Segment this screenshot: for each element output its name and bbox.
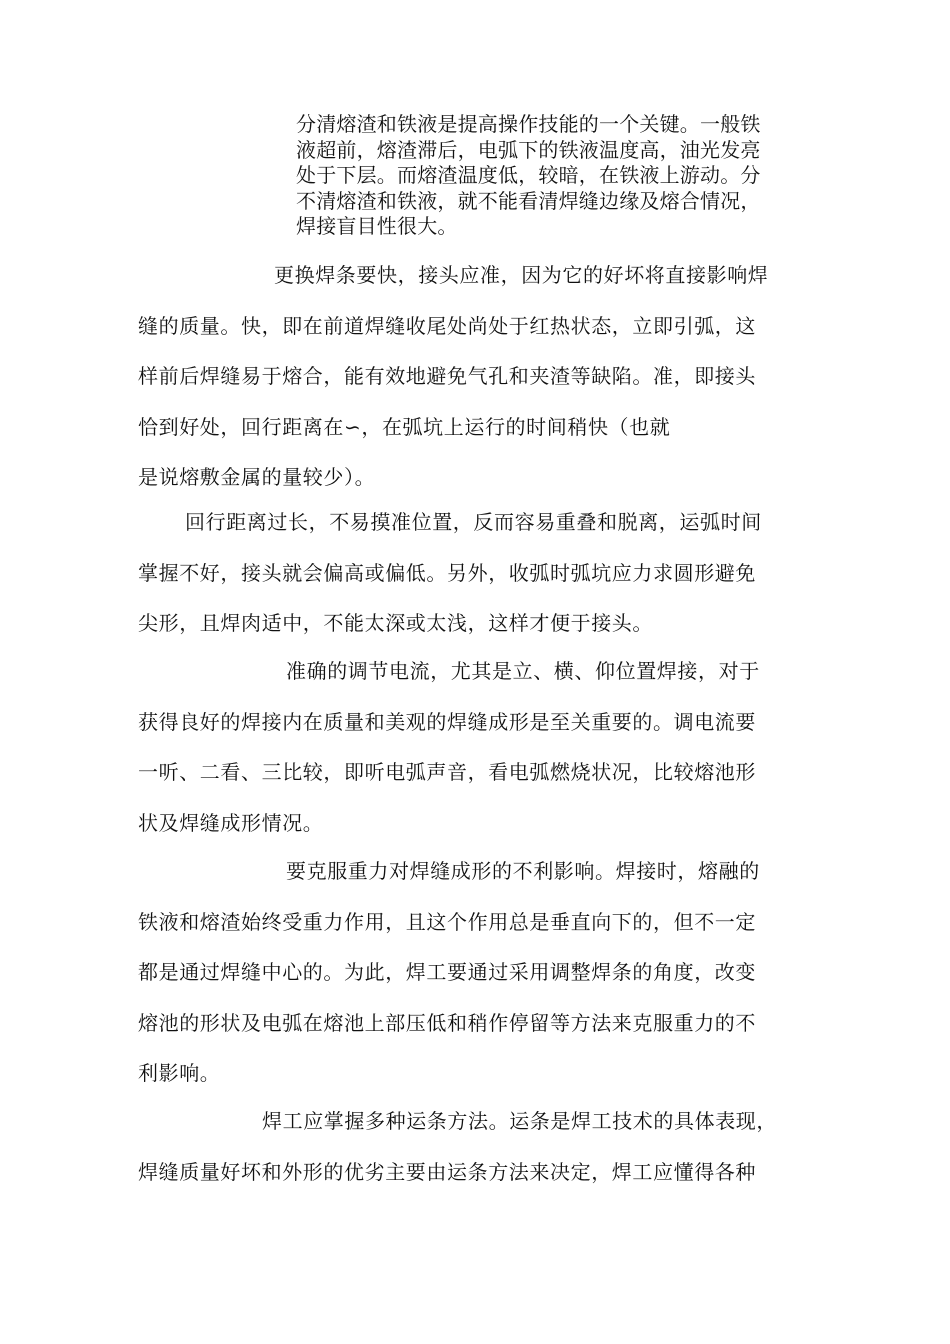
paragraph-line: 状及焊缝成形情况。 [138, 810, 324, 835]
paragraph-return-distance [138, 497, 824, 649]
paragraph-line: 熔池的形状及电弧在熔池上部压低和稍作停留等方法来克服重力的不 [138, 1010, 756, 1035]
paragraph-line: 样前后焊缝易于熔合，能有效地避免气孔和夹渣等缺陷。准，即接头 [138, 364, 756, 388]
paragraph-line: 都是通过焊缝中心的。为此，焊工要通过采用调整焊条的角度，改变 [138, 960, 756, 984]
note-line: 液超前，熔渣滞后，电弧下的铁液温度高，油光发亮 [296, 137, 761, 162]
paragraph-electrode-manipulation [138, 1096, 824, 1197]
paragraph-line: 尖形，且焊肉适中，不能太深或太浅，这样才便于接头。 [138, 611, 653, 635]
paragraph-line: 获得良好的焊接内在质量和美观的焊缝成形是至关重要的。调电流要 [138, 709, 756, 734]
note-line: 不清熔渣和铁液，就不能看清焊缝边缘及熔合情况， [296, 188, 761, 213]
paragraph-line: 缝的质量。快，即在前道焊缝收尾处尚处于红热状态，立即引弧，这 [138, 313, 756, 338]
paragraph-gravity [138, 846, 824, 1099]
paragraph-line: 是说熔敷金属的量较少）。 [138, 465, 376, 489]
paragraph-line: 更换焊条要快，接头应准，因为它的好坏将直接影响焊 [274, 263, 769, 287]
note-line: 处于下层。而熔渣温度低，较暗，在铁液上游动。分 [296, 163, 761, 187]
indented-note [296, 112, 816, 240]
note-line: 分清熔渣和铁液是提高操作技能的一个关键。一般铁 [296, 112, 761, 136]
paragraph-line: 恰到好处，回行距离在∽，在弧坑上运行的时间稍快（也就 [138, 414, 671, 439]
paragraph-electrode-change [138, 250, 824, 503]
paragraph-line: 焊缝质量好坏和外形的优劣主要由运条方法来决定，焊工应懂得各种 [138, 1159, 756, 1184]
paragraph-line: 掌握不好，接头就会偏高或偏低。另外，收弧时弧坑应力求圆形避免 [138, 560, 756, 585]
paragraph-line: 焊工应掌握多种运条方法。运条是焊工技术的具体表现， [262, 1109, 777, 1133]
paragraph-line: 一听、二看、三比较，即听电弧声音，看电弧燃烧状况，比较熔池形 [138, 760, 756, 784]
paragraph-line: 要克服重力对焊缝成形的不利影响。焊接时，熔融的 [286, 859, 760, 883]
paragraph-line: 铁液和熔渣始终受重力作用，且这个作用总是垂直向下的，但不一定 [138, 909, 756, 934]
note-line: 焊接盲目性很大。 [296, 214, 458, 238]
paragraph-line: 回行距离过长，不易摸准位置，反而容易重叠和脱离，运弧时间 [185, 510, 762, 534]
paragraph-line: 准确的调节电流，尤其是立、横、仰位置焊接，对于 [286, 659, 760, 683]
paragraph-current-adjustment [138, 646, 824, 848]
paragraph-line: 利影响。 [138, 1061, 221, 1085]
